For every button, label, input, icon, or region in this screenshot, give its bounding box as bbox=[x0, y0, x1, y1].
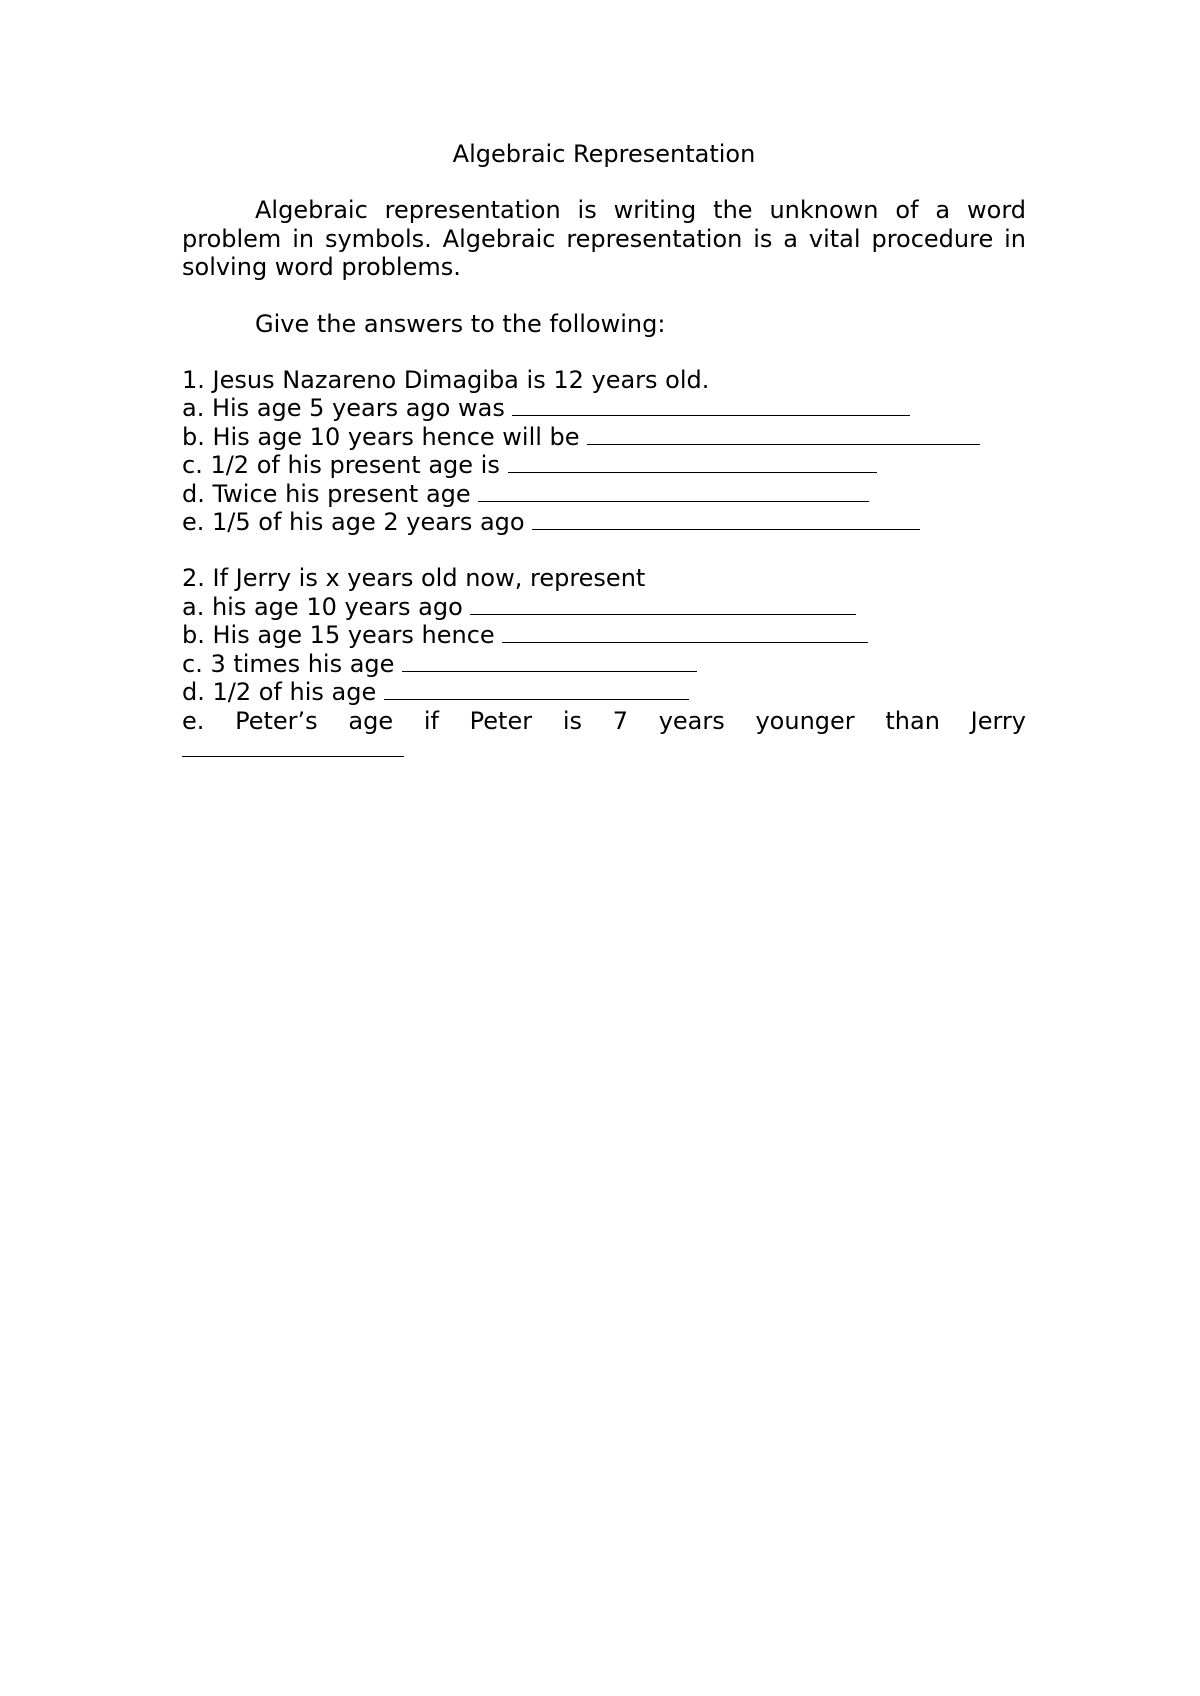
answer-blank[interactable] bbox=[532, 508, 920, 530]
answer-blank[interactable] bbox=[502, 621, 868, 643]
document-page bbox=[182, 140, 1026, 763]
question-1 bbox=[182, 366, 1026, 536]
document-title: Algebraic Representation bbox=[452, 140, 756, 168]
item-prompt: a. His age 5 years ago was bbox=[182, 394, 505, 423]
item-prompt: d. Twice his present age bbox=[182, 479, 471, 508]
item-prompt: c. 3 times his age bbox=[182, 649, 395, 678]
answer-blank[interactable] bbox=[182, 735, 404, 757]
answer-blank[interactable] bbox=[402, 650, 697, 672]
answer-blank[interactable] bbox=[384, 678, 689, 700]
answer-blank[interactable] bbox=[512, 394, 910, 416]
question-stem: 2. If Jerry is x years old now, represent bbox=[182, 564, 646, 593]
instruction-text: Give the answers to the following: bbox=[255, 309, 666, 338]
item-prompt: b. His age 10 years hence will be bbox=[182, 422, 580, 451]
item-prompt: e. Peter’s age if Peter is 7 years younger than Jerry bbox=[182, 706, 1026, 735]
answer-blank-line bbox=[182, 735, 1026, 763]
answer-blank[interactable] bbox=[587, 423, 980, 445]
item-prompt: d. 1/2 of his age bbox=[182, 678, 377, 707]
answer-item bbox=[182, 508, 1026, 536]
question-stem: 1. Jesus Nazareno Dimagiba is 12 years old. bbox=[182, 366, 710, 395]
answer-blank[interactable] bbox=[478, 480, 869, 502]
answer-item bbox=[182, 621, 1026, 649]
answer-item bbox=[182, 480, 1026, 508]
answer-blank[interactable] bbox=[470, 593, 856, 615]
item-prompt: a. his age 10 years ago bbox=[182, 592, 463, 621]
answer-item bbox=[182, 593, 1026, 621]
answer-item bbox=[182, 707, 1026, 735]
intro-paragraph: Algebraic representation is writing the unknown of a word problem in symbols. Algebraic representation is a vital procedure in solving word problems. bbox=[182, 196, 1026, 282]
item-prompt: b. His age 15 years hence bbox=[182, 621, 495, 650]
answer-blank[interactable] bbox=[508, 451, 877, 473]
answer-item bbox=[182, 650, 1026, 678]
item-prompt: e. 1/5 of his age 2 years ago bbox=[182, 508, 525, 537]
answer-item bbox=[182, 678, 1026, 706]
answer-item bbox=[182, 451, 1026, 479]
question-2 bbox=[182, 564, 1026, 762]
answer-item bbox=[182, 394, 1026, 422]
answer-item bbox=[182, 423, 1026, 451]
item-prompt: c. 1/2 of his present age is bbox=[182, 451, 500, 480]
